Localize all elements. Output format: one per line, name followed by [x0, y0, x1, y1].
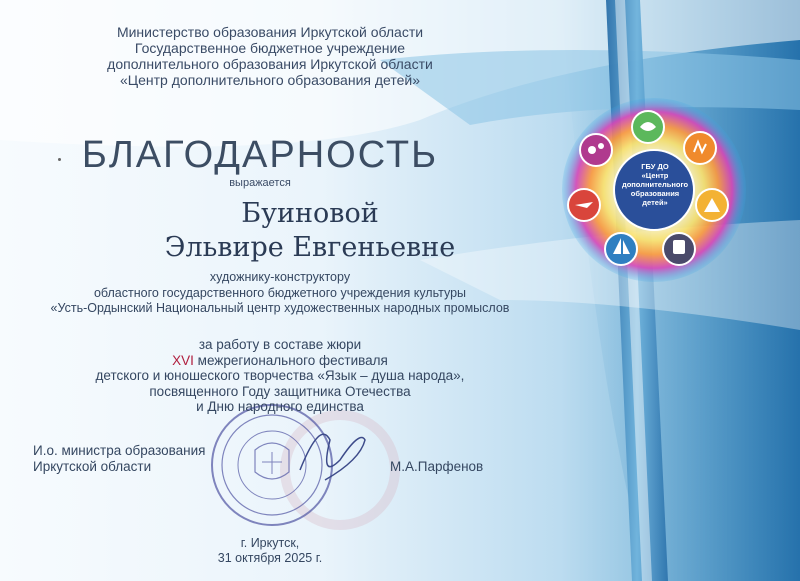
document-title: БЛАГОДАРНОСТЬ [81, 134, 439, 176]
reason-line: детского и юношеского творчества «Язык – душа народа», [95, 368, 465, 384]
signature-scribble [300, 434, 365, 480]
award-reason [40, 337, 520, 415]
reason-line: и Дню народного единства [196, 399, 364, 415]
reason-line-rest: межрегионального фестиваля [193, 352, 388, 368]
position-line: художнику-конструктору [209, 270, 351, 284]
emblem-line: дополнительного [621, 180, 689, 189]
emblem-center-text [621, 162, 689, 207]
emblem-line: «Центр [641, 171, 669, 180]
expresses-label: выражается [229, 177, 291, 189]
reason-line: за работу в составе жюри [198, 337, 362, 352]
signatory-name: М.А.Парфенов [390, 459, 484, 474]
header-line: «Центр дополнительного образования детей» [119, 72, 420, 88]
issuer-header [60, 24, 480, 88]
reason-line: посвященного Году защитника Отечества [149, 383, 411, 399]
signatory-title-line: И.о. министра образования [33, 443, 206, 458]
reason-line [40, 353, 520, 369]
city: г. Иркутск, [240, 536, 300, 550]
position-line: «Усть-Ордынский Национальный центр художественных народных промыслов [50, 301, 510, 315]
header-line: дополнительного образования Иркутской области [107, 56, 433, 72]
emblem-line: ГБУ ДО [641, 162, 669, 171]
emblem-line: детей» [642, 198, 668, 207]
official-seal [212, 405, 332, 525]
place-and-date [200, 536, 340, 566]
festival-number: XVI [172, 352, 194, 368]
position-line: областного государственного бюджетного учреждения культуры [93, 285, 467, 300]
signatory-title [33, 443, 205, 475]
header-line: Министерство образования Иркутской области [116, 24, 424, 40]
date: 31 октября 2025 г. [217, 551, 323, 565]
emblem-line: образования [630, 189, 680, 198]
recipient-given-names: Эльвире Евгеньевне [164, 232, 456, 263]
recipient-surname: Буиновой [241, 198, 379, 229]
signatory-title-line: Иркутской области [33, 459, 152, 474]
recipient-position [20, 270, 540, 317]
header-line: Государственное бюджетное учреждение [134, 40, 406, 56]
